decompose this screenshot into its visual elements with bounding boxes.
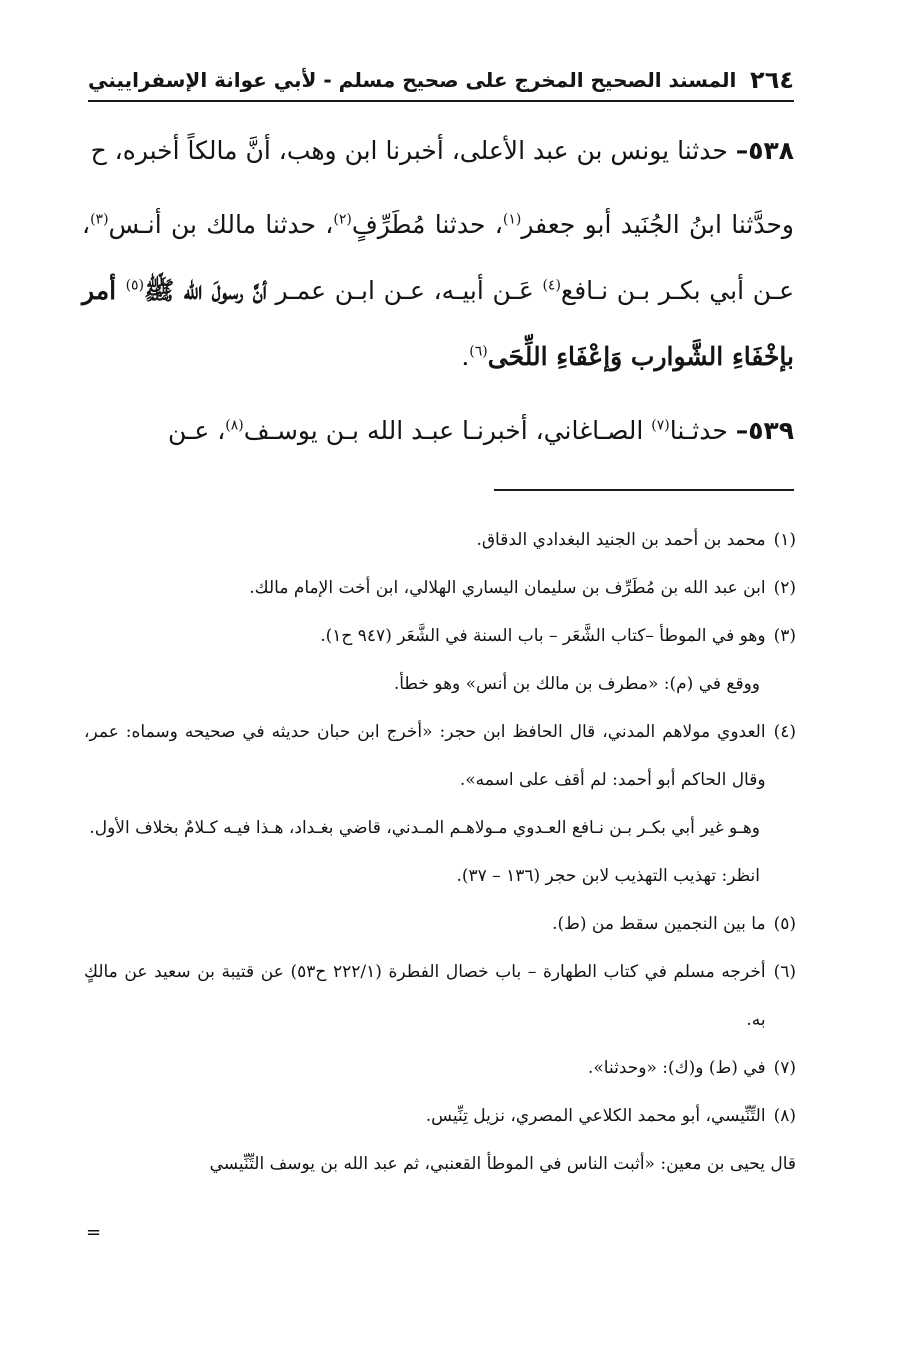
hadith-text: حدثنا يونس بن عبد الأعلى، أخبرنا ابن وهب، أنَّ مالكاً أخبره، ح [90, 136, 736, 165]
footnote-text: أخرجه مسلم في كتاب الطهارة – باب خصال الفطرة (٢٢٢/١ ح٥٣) عن قتيبة بن سعيد عن مالكٍ به. [84, 962, 766, 1030]
hadith-number: ٥٣٨– [735, 136, 794, 165]
footnote-number: (٧) [773, 1058, 796, 1078]
footnote-3 [84, 612, 796, 660]
footnote-8 [84, 1092, 796, 1140]
footnote-text: في (ط) و(ك): «وحدثنا». [587, 1058, 766, 1078]
hadith-text: ، حدثنا مالك بن أنـس [108, 210, 334, 239]
footnote-ref[interactable]: (٨) [225, 417, 244, 434]
hadith-text: ، عـن [167, 416, 226, 445]
main-text [82, 118, 794, 472]
footnote-ref[interactable]: (٥) [125, 277, 145, 294]
hadith-text: الصـاغاني، أخبرنـا عبـد الله بـن يوسـف [243, 416, 652, 445]
footnote-6 [84, 948, 796, 1044]
footnote-4 [84, 708, 796, 804]
footnote-number: (٦) [773, 962, 796, 982]
hadith-matn-bold: أمر بإخْفَاءِ الشَّوارب وَإعْفَاءِ اللِّحَى [82, 276, 794, 371]
hadith-538-para1 [82, 118, 794, 184]
footnote-number: (٣) [773, 626, 796, 646]
footnote-4-reference: انظر: تهذيب التهذيب لابن حجر (١٣٦ – ٣٧). [456, 866, 760, 886]
footnotes [84, 516, 796, 1188]
hadith-text: وحدَّثنا ابنُ الجُنَيد أبو جعفر [521, 210, 794, 239]
footnote-text: العدوي مولاهم المدني، قال الحافظ ابن حجر: «أخرج ابن حبان حديثه في صحيحه وسماه: عمر، وقال الحاكم أبو أحمد: لم أقف على اسمه». [84, 722, 766, 790]
page-header [88, 60, 794, 102]
footnote-ref[interactable]: (٧) [651, 417, 670, 434]
hadith-text: حدثـنا [669, 416, 736, 445]
hadith-number: ٥٣٩– [735, 416, 794, 445]
footnote-number: (٥) [773, 914, 796, 934]
running-title: المسند الصحيح المخرج على صحيح مسلم - لأبي عوانة الإسفراييني [88, 68, 737, 92]
footnote-number: (٢) [773, 578, 796, 598]
footnote-1 [84, 516, 796, 564]
footnote-3-continuation: ووقع في (م): «مطرف بن مالك بن أنس» وهو خطأ. [393, 674, 760, 694]
hadith-text: . [461, 342, 470, 371]
footnote-ref[interactable]: (١) [502, 211, 522, 228]
hadith-matn-bold: أنَّ رسولَ الله ﷺ [144, 276, 267, 305]
hadith-539-para1 [82, 398, 794, 464]
footnote-divider [494, 489, 794, 491]
footnote-5 [84, 900, 796, 948]
footnote-number: (٤) [773, 722, 796, 742]
footnote-7 [84, 1044, 796, 1092]
footnote-ref[interactable]: (٣) [90, 211, 109, 228]
hadith-text: ، عـن أبي بكـر بـن نـافع [82, 210, 794, 305]
footnote-ref[interactable]: (٢) [333, 211, 352, 228]
continuation-mark: = [86, 1222, 102, 1243]
footnote-number: (٨) [773, 1106, 796, 1126]
hadith-538-para2 [82, 192, 794, 390]
footnote-number: (١) [773, 530, 796, 550]
footnote-8-continuation: قال يحيى بن معين: «أثبت الناس في الموطأ القعنبي، ثم عبد الله بن يوسف التِّنِّيسي [209, 1154, 796, 1174]
footnote-ref[interactable]: (٤) [542, 277, 561, 294]
footnote-ref[interactable]: (٦) [469, 343, 488, 360]
footnote-text: التِّنِّيسي، أبو محمد الكلاعي المصري، نزيل تِنِّيس. [425, 1106, 766, 1126]
footnote-text: ما بين النجمين سقط من (ط). [552, 914, 766, 934]
footnote-text: محمد بن أحمد بن الجنيد البغدادي الدقاق. [476, 530, 766, 550]
hadith-text: ، حدثنا مُطَرِّفٍ [351, 210, 503, 239]
footnote-text: ابن عبد الله بن مُطَرِّف بن سليمان اليساري الهلالي، ابن أخت الإمام مالك. [249, 578, 766, 598]
page-number: ٢٦٤ [750, 66, 794, 94]
footnote-4-continuation: وهـو غير أبي بكـر بـن نـافع العـدوي مـولاهـم المـدني، قاضي بغـداد، هـذا فيـه كـلامٌ بخلاف الأول. [89, 818, 760, 838]
footnote-2 [84, 564, 796, 612]
hadith-text: عَـن أبيـه، عـن ابـن عمـر [266, 276, 543, 305]
footnote-text: وهو في الموطأ –كتاب الشَّعَر – باب السنة في الشَّعَر (٩٤٧ ح١). [320, 626, 766, 646]
